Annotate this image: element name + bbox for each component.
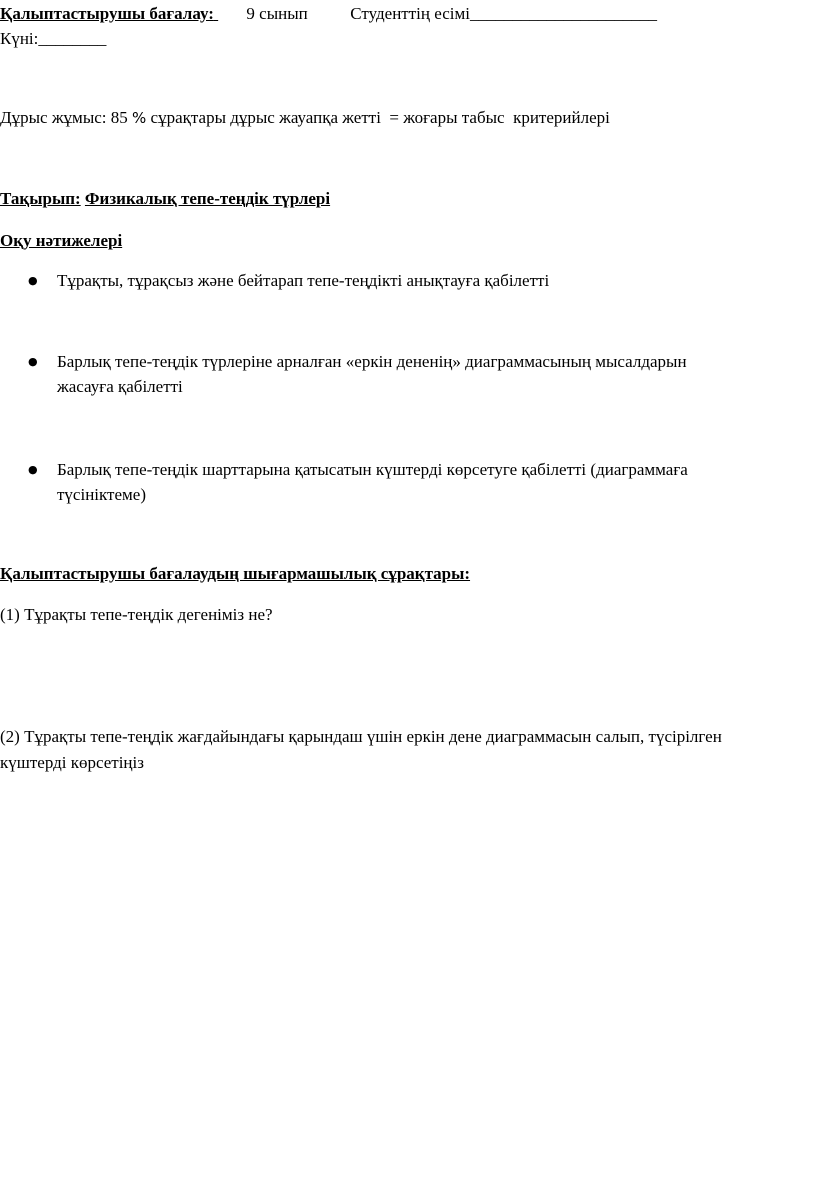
- success-criteria: [0, 107, 610, 129]
- percent-sign: %: [132, 109, 147, 127]
- criteria-rest: сұрақтары дұрыс жауапқа жетті = жоғары табыс критерийлері: [146, 108, 610, 127]
- outcome-3-line-1: Барлық тепе-теңдік шарттарына қатысатын күштерді көрсетуге қабілетті (диаграммаға: [57, 460, 688, 479]
- student-name-blank[interactable]: ______________________: [469, 4, 657, 23]
- outcomes-heading-text: Оқу нәтижелері: [0, 231, 123, 250]
- question-2-line-1: [0, 726, 722, 748]
- outcome-2-line-2: жасауға қабілетті: [57, 377, 183, 396]
- questions-heading-text: Қалыптастырушы бағалаудың шығармашылық сұрақтары:: [0, 564, 471, 583]
- student-name-label: Студенттің есімі: [350, 4, 470, 23]
- topic-title: Физикалық тепе-теңдік түрлері: [84, 189, 331, 208]
- questions-heading: [0, 563, 470, 585]
- header-line: [0, 3, 657, 25]
- grade-label: 9 сынып: [246, 4, 308, 23]
- assessment-underline-tail: [214, 3, 228, 25]
- bullet-icon: ●: [28, 463, 38, 476]
- outcomes-heading: [0, 230, 122, 252]
- bullet-icon: ●: [28, 274, 38, 287]
- topic-line: [0, 188, 330, 210]
- outcome-2-line-1: Барлық тепе-теңдік түрлеріне арналған «еркін дененің» диаграммасының мысалдарын: [57, 352, 687, 371]
- question-2-line-2: [0, 752, 144, 774]
- assessment-label: Қалыптастырушы бағалау:: [0, 4, 214, 23]
- question-2-text-2: күштерді көрсетіңіз: [0, 753, 144, 772]
- bullet-icon: ●: [28, 355, 38, 368]
- outcome-3-line-2: түсініктеме): [57, 485, 146, 504]
- question-1-text: (1) Тұрақты тепе-теңдік дегеніміз не?: [0, 605, 273, 624]
- question-2-text-1: (2) Тұрақты тепе-теңдік жағдайындағы қарындаш үшін еркін дене диаграммасын салып, түсірілген: [0, 727, 722, 746]
- topic-label: Тақырып:: [0, 189, 81, 208]
- date-line: [0, 28, 106, 50]
- question-1: [0, 604, 273, 626]
- date-blank[interactable]: ________: [38, 29, 107, 48]
- outcome-1-line-1: Тұрақты, тұрақсыз және бейтарап тепе-теңдікті анықтауға қабілетті: [57, 271, 550, 290]
- date-label: Күні:: [0, 29, 39, 48]
- criteria-prefix: Дұрыс жұмыс: 85: [0, 108, 128, 127]
